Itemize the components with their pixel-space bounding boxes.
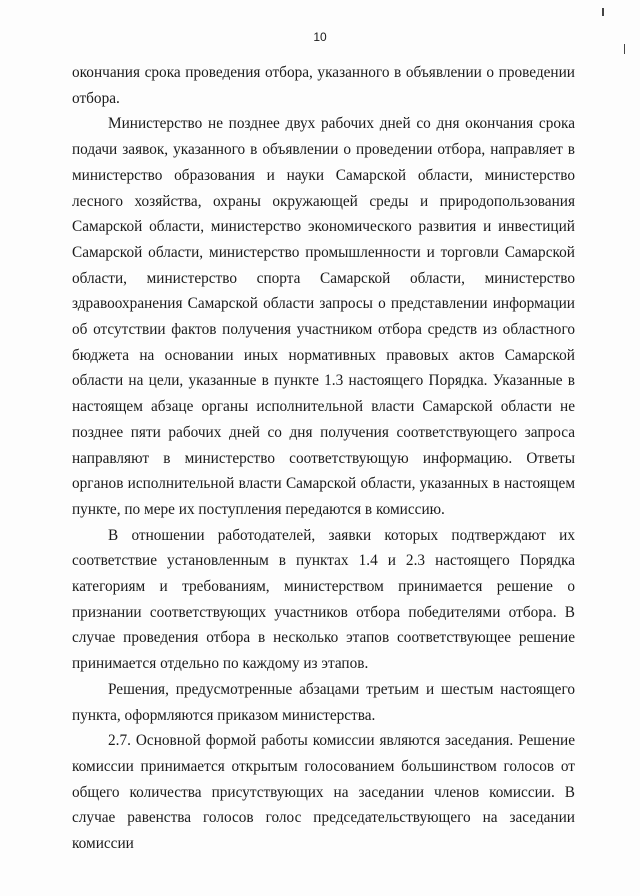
page-number: 10	[313, 30, 327, 44]
paragraph: В отношении работодателей, заявки которых подтверждают их соответствие установленным в пунктах 1.4 и 2.3 настоящего Порядка категориям и требованиям, министерством принимается решение о признании соответствующих участников отбора победителями отбора. В случае проведения отбора в несколько этапов соответствующее решение принимается отдельно по каждому из этапов.	[72, 526, 575, 673]
paragraph: Министерство не позднее двух рабочих дней со дня окончания срока подачи заявок, указанного в объявлении о проведении отбора, направляет в министерство образования и науки Самарской области, министерство лесного хозяйства, охраны окружающей среды и природопользования Самарской области, министерство экономического развития и инвестиций Самарской области, министерство промышленности и торговли Самарской области, министерство спорта Самарской области, министерство здравоохранения Самарской области запросы о представлении информации об отсутствии фактов получения участником отбора средств из областного бюджета на основании иных нормативных правовых актов Самарской области на цели, указанные в пункте 1.3 настоящего Порядка. Указанные в настоящем абзаце органы исполнительной власти Самарской области не позднее пяти рабочих дней со дня получения соответствующего запроса направляют в министерство соответствующую информацию. Ответы органов исполнительной власти Самарской области, указанных в настоящем пункте, по мере их поступления передаются в комиссию.	[72, 115, 575, 518]
paragraph: 2.7. Основной формой работы комиссии являются заседания. Решение комиссии принимается открытым голосованием большинством голосов от общего количества присутствующих на заседании членов комиссии. В случае равенства голосов голос председательствующего на заседании комиссии	[72, 732, 575, 853]
paragraph: Решения, предусмотренные абзацами третьим и шестым настоящего пункта, оформляются приказом министерства.	[72, 680, 575, 724]
document-body	[72, 60, 575, 857]
scan-mark	[602, 8, 604, 16]
paragraph: окончания срока проведения отбора, указанного в объявлении о проведении отбора.	[72, 64, 575, 107]
scan-mark	[624, 44, 625, 54]
